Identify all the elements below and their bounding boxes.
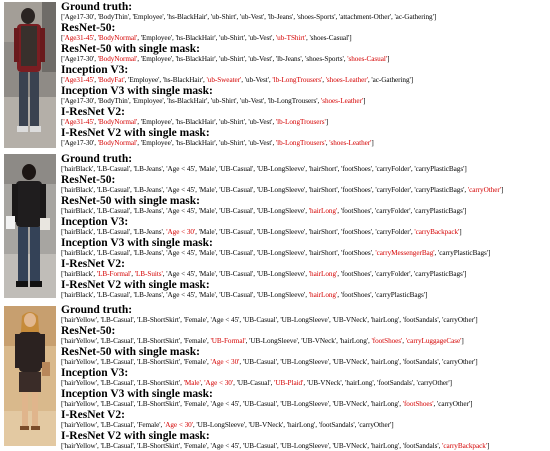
attribute-value: 'hairBlack' xyxy=(63,228,94,236)
attribute-value-incorrect: 'shoes-Leather' xyxy=(320,97,364,105)
attribute-value: 'LB-Casual' xyxy=(100,400,134,408)
entry-i-resnet-v2 xyxy=(61,258,547,279)
entry-resnet50 xyxy=(61,22,547,43)
attribute-value: 'UB-Casual' xyxy=(242,358,277,366)
attribute-value: 'UB-Casual' xyxy=(242,316,277,324)
attribute-value: 'LB-Casual' xyxy=(96,165,131,173)
attribute-value: 'ub-Shirt' xyxy=(219,118,245,126)
attribute-value: 'UB-Casual' xyxy=(219,186,254,194)
attribute-value: 'footShoes' xyxy=(341,228,372,236)
entry-header: Ground truth: xyxy=(61,304,133,316)
result-list-1 xyxy=(61,1,547,148)
person-photo-2 xyxy=(4,154,56,298)
attribute-value: 'Male' xyxy=(198,165,216,173)
attribute-list: ['hairYellow', 'LB-Casual', 'LB-ShortSkirt', 'Female', 'Age < 45', 'UB-Casual', 'UB-LongSleeve', 'UB-VNeck', 'hairLong', 'footSandals', 'carryOther'] xyxy=(61,316,478,324)
attribute-value: 'footShoes' xyxy=(341,186,372,194)
attribute-value: 'Employee' xyxy=(140,139,172,147)
attribute-value: 'Age < 45' xyxy=(210,442,240,450)
attribute-value: 'LB-Casual' xyxy=(100,379,134,387)
example-group-3 xyxy=(0,300,550,450)
attribute-list: ['hairYellow', 'LB-Casual', 'Female', 'Age < 30', 'UB-LongSleeve', 'UB-VNeck', 'hairLong', 'footSandals', 'carryOther'] xyxy=(61,421,394,429)
attribute-value: 'shoes-Sports' xyxy=(296,13,336,21)
attribute-value: 'ub-Vest' xyxy=(248,118,273,126)
entry-header: Inception V3: xyxy=(61,64,129,76)
attribute-value: 'hs-BlackHair' xyxy=(167,97,208,105)
attribute-value: 'LB-ShortSkirt' xyxy=(137,316,181,324)
entry-header: ResNet-50: xyxy=(61,325,116,337)
attribute-value: 'ub-Vest' xyxy=(248,34,273,42)
attribute-value: 'Age17-30' xyxy=(63,139,95,147)
entry-inception-v3 xyxy=(61,367,547,388)
attribute-value: 'Male' xyxy=(198,207,216,215)
attribute-value: 'hairLong' xyxy=(370,358,400,366)
attribute-value: 'UB-Casual' xyxy=(219,228,254,236)
attribute-list: ['hairYellow', 'LB-Casual', 'LB-ShortSkirt', 'Female', 'Age < 45', 'UB-Casual', 'UB-LongSleeve', 'UB-VNeck', 'hairLong', 'footSandals', 'carryBackpack'] xyxy=(61,442,490,450)
result-list-2 xyxy=(61,153,547,300)
attribute-value: 'Female' xyxy=(183,442,207,450)
attribute-value: 'ub-Shirt' xyxy=(210,13,237,21)
attribute-value: 'UB-VNeck' xyxy=(306,379,342,387)
attribute-value: 'LB-Jeans' xyxy=(133,291,163,299)
attribute-value: 'UB-LongSleeve' xyxy=(280,358,329,366)
attribute-list: ['Age17-30', 'BodyNormal', 'Employee', 'hs-BlackHair', 'ub-Shirt', 'ub-Vest', 'lb-LongTrousers', 'shoes-Leather'] xyxy=(61,139,374,147)
entry-header: Ground truth: xyxy=(61,1,133,13)
attribute-value: 'ub-Vest' xyxy=(244,76,269,84)
attribute-value: 'hairLong' xyxy=(370,400,400,408)
attribute-value: 'hairBlack' xyxy=(63,291,94,299)
attribute-value: 'LB-Casual' xyxy=(96,207,131,215)
attribute-value-incorrect: 'Age < 30' xyxy=(166,228,196,236)
attribute-value: 'carryOther' xyxy=(442,316,476,324)
attribute-list: ['hairBlack', 'LB-Formal', 'LB-Suits', 'Age < 45', 'Male', 'UB-Casual', 'UB-LongSleeve', 'hairLong', 'footShoes', 'carryFolder', 'carryPlasticBags'] xyxy=(61,270,467,278)
attribute-value: 'Employee' xyxy=(132,97,164,105)
attribute-list: ['Age31-45', 'BodyFat', 'Employee', 'hs-BlackHair', 'ub-Sweater', 'ub-Vest', 'lb-LongTrousers', 'shoes-Leather', 'ac-Gathering'] xyxy=(61,76,414,84)
attribute-value: 'lb-Jeans' xyxy=(275,55,302,63)
attribute-value: 'shoes-Casual' xyxy=(309,34,350,42)
attribute-value: 'attachment-Other' xyxy=(338,13,391,21)
attribute-value: 'UB-VNeck' xyxy=(301,337,337,345)
entry-header: Inception V3 with single mask: xyxy=(61,388,213,400)
attribute-value: 'lb-Jeans' xyxy=(267,13,294,21)
entry-i-resnet-v2-single-mask xyxy=(61,127,547,148)
attribute-value: 'hs-BlackHair' xyxy=(167,13,208,21)
attribute-value: 'hairLong' xyxy=(339,337,368,345)
entry-inception-v3-single-mask xyxy=(61,237,547,258)
attribute-value: 'ub-Shirt' xyxy=(219,55,245,63)
attribute-value: 'Male' xyxy=(198,228,216,236)
attribute-value: 'Age17-30' xyxy=(63,13,95,21)
attribute-value: 'footSandals' xyxy=(402,358,439,366)
entry-i-resnet-v2 xyxy=(61,106,547,127)
entry-resnet50-single-mask xyxy=(61,346,547,367)
attribute-value: 'footShoes' xyxy=(340,270,372,278)
attribute-value: 'hairYellow' xyxy=(63,358,97,366)
attribute-value: 'LB-Casual' xyxy=(100,358,134,366)
attribute-value-incorrect: 'hairLong' xyxy=(308,207,338,215)
example-group-2 xyxy=(0,150,550,300)
attribute-value-incorrect: 'Age31-45' xyxy=(63,76,95,84)
attribute-list: ['hairBlack', 'LB-Casual', 'LB-Jeans', 'Age < 30', 'Male', 'UB-Casual', 'UB-LongSleeve', 'hairShort', 'footShoes', 'carryFolder', 'carryBackpack'] xyxy=(61,228,462,236)
attribute-value: 'LB-Jeans' xyxy=(133,228,163,236)
attribute-value: 'UB-LongSleeve' xyxy=(280,316,329,324)
attribute-value: 'ub-Shirt' xyxy=(219,34,245,42)
attribute-value: 'footShoes' xyxy=(340,291,372,299)
attribute-list: ['hairBlack', 'LB-Casual', 'LB-Jeans', 'Age < 45', 'Male', 'UB-Casual', 'UB-LongSleeve', 'hairShort', 'footShoes', 'carryFolder', 'carryPlasticBags'] xyxy=(61,165,467,173)
attribute-value: 'UB-Casual' xyxy=(219,291,254,299)
attribute-value: 'Age < 45' xyxy=(166,270,196,278)
attribute-value: 'LB-ShortSkirt' xyxy=(137,442,181,450)
entry-header: ResNet-50: xyxy=(61,174,116,186)
attribute-value: 'LB-Jeans' xyxy=(133,207,163,215)
attribute-value-incorrect: 'footShoes' xyxy=(371,337,403,345)
attribute-value: 'hairYellow' xyxy=(63,400,97,408)
attribute-list: ['hairBlack', 'LB-Casual', 'LB-Jeans', 'Age < 45', 'Male', 'UB-Casual', 'UB-LongSleeve', 'hairShort', 'footShoes', 'carryMessengerBag', 'carryPlasticBags'] xyxy=(61,249,491,257)
attribute-value-incorrect: 'BodyNormal' xyxy=(97,139,138,147)
attribute-value: 'UB-LongSleeve' xyxy=(256,165,306,173)
attribute-list: ['Age31-45', 'BodyNormal', 'Employee', 'hs-BlackHair', 'ub-Shirt', 'ub-Vest', 'lb-LongTrousers'] xyxy=(61,118,329,126)
attribute-value: 'carryOther' xyxy=(416,379,450,387)
attribute-value: 'LB-ShortSkirt' xyxy=(137,400,181,408)
attribute-value: 'Female' xyxy=(183,400,207,408)
attribute-value-incorrect: 'carryOther' xyxy=(467,186,501,194)
entry-ground-truth xyxy=(61,1,547,22)
attribute-value: 'hairLong' xyxy=(286,421,316,429)
attribute-value: 'hairBlack' xyxy=(63,165,94,173)
attribute-value: 'Employee' xyxy=(132,13,164,21)
attribute-value: 'Age < 45' xyxy=(166,249,196,257)
attribute-list: ['hairYellow', 'LB-Casual', 'LB-ShortSkirt', 'Male', 'Age < 30', 'UB-Casual', 'UB-Plaid', 'UB-VNeck', 'hairLong', 'footSandals', 'carryOther'] xyxy=(61,379,452,387)
attribute-value: 'UB-Casual' xyxy=(219,165,254,173)
attribute-value: 'hairBlack' xyxy=(63,270,94,278)
attribute-value: 'LB-Casual' xyxy=(100,337,134,345)
entry-inception-v3 xyxy=(61,216,547,237)
attribute-value-incorrect: 'lb-LongTrousers' xyxy=(272,76,323,84)
attribute-value: 'LB-Casual' xyxy=(96,186,131,194)
entry-inception-v3-single-mask xyxy=(61,388,547,409)
attribute-value: 'carryOther' xyxy=(358,421,392,429)
attribute-value: 'Employee' xyxy=(140,55,172,63)
attribute-value-incorrect: 'shoes-Leather' xyxy=(329,139,372,147)
entry-header: ResNet-50: xyxy=(61,22,116,34)
attribute-value-incorrect: 'carryBackpack' xyxy=(442,442,488,450)
attribute-value: 'ub-Vest' xyxy=(248,55,273,63)
attribute-value: 'BodyThin' xyxy=(97,97,129,105)
entry-header: ResNet-50 with single mask: xyxy=(61,43,200,55)
entry-resnet50-single-mask xyxy=(61,43,547,64)
attribute-value: 'UB-VNeck' xyxy=(332,400,368,408)
attribute-value: 'hairShort' xyxy=(308,165,338,173)
attribute-value: 'footShoes' xyxy=(341,165,372,173)
attribute-value: 'UB-Casual' xyxy=(242,400,277,408)
attribute-value: 'footSandals' xyxy=(402,442,439,450)
attribute-value: 'UB-Casual' xyxy=(219,207,254,215)
attribute-list: ['Age17-30', 'BodyThin', 'Employee', 'hs-BlackHair', 'ub-Shirt', 'ub-Vest', 'lb-LongTrousers', 'shoes-Leather'] xyxy=(61,97,366,105)
entry-resnet50 xyxy=(61,174,547,195)
attribute-value: 'carryOther' xyxy=(442,358,476,366)
attribute-value: 'Age < 45' xyxy=(210,316,240,324)
attribute-value-incorrect: 'BodyNormal' xyxy=(97,118,138,126)
attribute-list: ['Age31-45', 'BodyNormal', 'Employee', 'hs-BlackHair', 'ub-Shirt', 'ub-Vest', 'ub-TShirt', 'shoes-Casual'] xyxy=(61,34,352,42)
attribute-value: 'carryFolder' xyxy=(375,228,411,236)
attribute-value: 'Male' xyxy=(198,186,216,194)
attribute-value: 'footSandals' xyxy=(402,316,439,324)
entry-i-resnet-v2-single-mask xyxy=(61,279,547,300)
attribute-value: 'carryPlasticBags' xyxy=(414,270,464,278)
attribute-value: 'ub-Vest' xyxy=(240,97,265,105)
attribute-value: 'carryFolder' xyxy=(375,270,411,278)
attribute-list: ['hairYellow', 'LB-Casual', 'LB-ShortSkirt', 'Female', 'UB-Formal', 'UB-LongSleeve', 'UB-VNeck', 'hairLong', 'footShoes', 'carryLuggageCase'] xyxy=(61,337,464,345)
attribute-value: 'hairYellow' xyxy=(63,421,97,429)
attribute-value: 'Employee' xyxy=(140,118,172,126)
attribute-value: 'UB-LongSleeve' xyxy=(280,442,329,450)
attribute-value-incorrect: 'shoes-Casual' xyxy=(347,55,388,63)
attribute-value: 'hs-BlackHair' xyxy=(162,76,204,84)
attribute-value-incorrect: 'footShoes' xyxy=(402,400,434,408)
attribute-value-incorrect: 'UB-Plaid' xyxy=(274,379,304,387)
attribute-value: 'carryFolder' xyxy=(375,165,411,173)
attribute-value: 'Age17-30' xyxy=(63,97,95,105)
entry-header: I-ResNet V2: xyxy=(61,258,125,270)
attribute-value: 'Age < 45' xyxy=(166,186,196,194)
attribute-value-incorrect: 'carryMessengerBag' xyxy=(375,249,435,257)
entry-header: Inception V3: xyxy=(61,367,129,379)
attribute-value: 'hairShort' xyxy=(308,186,338,194)
attribute-value: 'ub-Shirt' xyxy=(210,97,237,105)
attribute-value: 'carryFolder' xyxy=(375,207,411,215)
attribute-value-incorrect: 'carryBackpack' xyxy=(414,228,460,236)
attribute-list: ['Age17-30', 'BodyNormal', 'Employee', 'hs-BlackHair', 'ub-Shirt', 'ub-Vest', 'lb-Jeans', 'shoes-Sports', 'shoes-Casual'] xyxy=(61,55,390,63)
entry-header: ResNet-50 with single mask: xyxy=(61,195,200,207)
attribute-value: 'UB-Casual' xyxy=(236,379,271,387)
attribute-list: ['hairBlack', 'LB-Casual', 'LB-Jeans', 'Age < 45', 'Male', 'UB-Casual', 'UB-LongSleeve', 'hairLong', 'footShoes', 'carryFolder', 'carryPlasticBags'] xyxy=(61,207,467,215)
attribute-value-incorrect: 'shoes-Leather' xyxy=(325,76,368,84)
attribute-value: 'ac-Gathering' xyxy=(394,13,434,21)
entry-inception-v3 xyxy=(61,64,547,85)
attribute-value: 'hairBlack' xyxy=(63,186,94,194)
attribute-value: 'hairLong' xyxy=(370,442,400,450)
attribute-value-incorrect: 'UB-Formal' xyxy=(210,337,246,345)
attribute-value: 'hairBlack' xyxy=(63,207,94,215)
attribute-value: 'Age17-30' xyxy=(63,55,95,63)
attribute-value: 'carryPlasticBags' xyxy=(375,291,426,299)
attribute-value-incorrect: 'LB-Formal' xyxy=(96,270,132,278)
attribute-value: 'UB-VNeck' xyxy=(332,442,368,450)
attribute-value: 'ac-Gathering' xyxy=(371,76,411,84)
attribute-value: 'footSandals' xyxy=(318,421,355,429)
attribute-value: 'hairLong' xyxy=(345,379,374,387)
result-list-3 xyxy=(61,304,547,451)
attribute-value-incorrect: 'BodyNormal' xyxy=(97,34,138,42)
attribute-value: 'hairYellow' xyxy=(63,379,97,387)
attribute-value: 'LB-Jeans' xyxy=(133,186,163,194)
attribute-value: 'carryOther' xyxy=(437,400,471,408)
attribute-value: 'LB-Jeans' xyxy=(133,165,163,173)
attribute-value: 'Age < 45' xyxy=(210,400,240,408)
attribute-value: 'UB-Casual' xyxy=(219,249,254,257)
attribute-list: ['Age17-30', 'BodyThin', 'Employee', 'hs-BlackHair', 'ub-Shirt', 'ub-Vest', 'lb-Jeans', 'shoes-Sports', 'attachment-Other', 'ac-Gathering'] xyxy=(61,13,437,21)
attribute-value: 'footShoes' xyxy=(340,207,372,215)
attribute-value: 'hairYellow' xyxy=(63,316,97,324)
attribute-value: 'LB-Casual' xyxy=(100,421,134,429)
attribute-value: 'UB-VNeck' xyxy=(248,421,284,429)
attribute-value-incorrect: 'carryLuggageCase' xyxy=(405,337,462,345)
attribute-value: 'LB-Jeans' xyxy=(133,249,163,257)
attribute-value: 'UB-LongSleeve' xyxy=(256,228,306,236)
attribute-value: 'UB-VNeck' xyxy=(332,358,368,366)
attribute-value: 'Female' xyxy=(183,316,207,324)
attribute-value: 'carryPlasticBags' xyxy=(438,249,488,257)
attribute-list: ['hairBlack', 'LB-Casual', 'LB-Jeans', 'Age < 45', 'Male', 'UB-Casual', 'UB-LongSleeve', 'hairLong', 'footShoes', 'carryPlasticBags'] xyxy=(61,291,428,299)
attribute-value: 'footShoes' xyxy=(341,249,372,257)
entry-ground-truth xyxy=(61,304,547,325)
attribute-value: 'UB-LongSleeve' xyxy=(256,249,306,257)
attribute-value: 'LB-Casual' xyxy=(100,442,134,450)
entry-header: I-ResNet V2 with single mask: xyxy=(61,279,210,291)
attribute-value: 'LB-ShortSkirt' xyxy=(137,358,181,366)
attribute-value: 'UB-LongSleeve' xyxy=(256,186,306,194)
attribute-value: 'Male' xyxy=(198,249,216,257)
attribute-value: 'UB-LongSleeve' xyxy=(256,291,306,299)
attribute-value: 'footSandals' xyxy=(377,379,413,387)
attribute-value: 'hs-BlackHair' xyxy=(175,34,216,42)
attribute-value: 'LB-Casual' xyxy=(100,316,134,324)
attribute-value: 'LB-Casual' xyxy=(96,228,131,236)
attribute-value: 'hs-BlackHair' xyxy=(175,118,216,126)
attribute-value: 'Female' xyxy=(183,337,207,345)
attribute-value: 'LB-ShortSkirt' xyxy=(137,337,181,345)
entry-header: I-ResNet V2 with single mask: xyxy=(61,430,210,442)
attribute-value: 'UB-Casual' xyxy=(219,270,254,278)
attribute-value: 'Employee' xyxy=(128,76,160,84)
attribute-value: 'UB-LongSleeve' xyxy=(249,337,298,345)
attribute-value: 'hairShort' xyxy=(308,228,338,236)
attribute-value-incorrect: 'ub-TShirt' xyxy=(275,34,306,42)
attribute-value: 'Age < 45' xyxy=(166,291,196,299)
attribute-value-incorrect: 'BodyFat' xyxy=(97,76,125,84)
example-group-1 xyxy=(0,0,550,150)
entry-header: Inception V3 with single mask: xyxy=(61,85,213,97)
attribute-value: 'LB-ShortSkirt' xyxy=(137,379,181,387)
attribute-value-incorrect: 'Age31-45' xyxy=(63,34,95,42)
entry-i-resnet-v2-single-mask xyxy=(61,430,547,451)
attribute-list: ['hairYellow', 'LB-Casual', 'LB-ShortSkirt', 'Female', 'Age < 30', 'UB-Casual', 'UB-LongSleeve', 'UB-VNeck', 'hairLong', 'footSandals', 'carryOther'] xyxy=(61,358,478,366)
attribute-value-incorrect: 'hairLong' xyxy=(308,291,338,299)
entry-header: Inception V3 with single mask: xyxy=(61,237,213,249)
attribute-value: 'hairYellow' xyxy=(63,337,97,345)
entry-header: Inception V3: xyxy=(61,216,129,228)
attribute-value: 'hs-BlackHair' xyxy=(175,139,216,147)
attribute-value: 'lb-LongTrousers' xyxy=(267,97,318,105)
attribute-list: ['hairBlack', 'LB-Casual', 'LB-Jeans', 'Age < 45', 'Male', 'UB-Casual', 'UB-LongSleeve', 'hairShort', 'footShoes', 'carryFolder', 'carryPlasticBags', 'carryOther'] xyxy=(61,186,504,194)
person-photo-3 xyxy=(4,306,56,446)
attribute-value-incorrect: 'Age31-45' xyxy=(63,118,95,126)
attribute-value: 'hs-BlackHair' xyxy=(175,55,216,63)
entry-resnet50-single-mask xyxy=(61,195,547,216)
attribute-value: 'Female' xyxy=(183,358,207,366)
attribute-value: 'Age < 45' xyxy=(166,165,196,173)
person-photo-1 xyxy=(4,2,56,148)
attribute-value: 'UB-LongSleeve' xyxy=(256,207,306,215)
attribute-value-incorrect: 'LB-Suits' xyxy=(134,270,163,278)
attribute-value: 'hairLong' xyxy=(370,316,400,324)
attribute-value: 'Female' xyxy=(137,421,161,429)
attribute-value: 'ub-Vest' xyxy=(240,13,265,21)
attribute-value-incorrect: 'Age < 30' xyxy=(204,379,234,387)
attribute-value: 'LB-Casual' xyxy=(96,291,131,299)
attribute-value-incorrect: 'Age < 30' xyxy=(210,358,240,366)
entry-header: I-ResNet V2: xyxy=(61,409,125,421)
entry-header: I-ResNet V2 with single mask: xyxy=(61,127,210,139)
attribute-value: 'hairYellow' xyxy=(63,442,97,450)
attribute-value: 'UB-LongSleeve' xyxy=(280,400,329,408)
attribute-value-incorrect: 'lb-LongTrousers' xyxy=(275,139,326,147)
attribute-value: 'ub-Vest' xyxy=(248,139,273,147)
attribute-value: 'carryFolder' xyxy=(375,186,411,194)
attribute-value: 'carryPlasticBags' xyxy=(414,186,465,194)
attribute-value: 'UB-LongSleeve' xyxy=(196,421,245,429)
attribute-value: 'carryPlasticBags' xyxy=(414,165,465,173)
attribute-value: 'Employee' xyxy=(140,34,172,42)
attribute-value: 'UB-LongSleeve' xyxy=(256,270,306,278)
attribute-value: 'shoes-Sports' xyxy=(305,55,344,63)
attribute-value: 'LB-Casual' xyxy=(96,249,131,257)
entry-header: Ground truth: xyxy=(61,153,133,165)
attribute-value: 'ub-Shirt' xyxy=(219,139,245,147)
attribute-value: 'Male' xyxy=(198,270,216,278)
attribute-value: 'UB-VNeck' xyxy=(332,316,368,324)
entry-i-resnet-v2 xyxy=(61,409,547,430)
entry-header: I-ResNet V2: xyxy=(61,106,125,118)
entry-resnet50 xyxy=(61,325,547,346)
attribute-value: 'BodyThin' xyxy=(97,13,129,21)
attribute-value-incorrect: 'hairLong' xyxy=(308,270,338,278)
attribute-value: 'hairShort' xyxy=(308,249,338,257)
entry-inception-v3-single-mask xyxy=(61,85,547,106)
attribute-list: ['hairYellow', 'LB-Casual', 'LB-ShortSkirt', 'Female', 'Age < 45', 'UB-Casual', 'UB-LongSleeve', 'UB-VNeck', 'hairLong', 'footShoes', 'carryOther'] xyxy=(61,400,473,408)
attribute-value-incorrect: 'ub-Sweater' xyxy=(206,76,242,84)
attribute-value-incorrect: 'Male' xyxy=(183,379,201,387)
entry-ground-truth xyxy=(61,153,547,174)
attribute-value: 'UB-Casual' xyxy=(242,442,277,450)
attribute-value: 'Male' xyxy=(198,291,216,299)
attribute-value: 'carryPlasticBags' xyxy=(413,207,464,215)
attribute-value: 'Age < 45' xyxy=(166,207,196,215)
attribute-value-incorrect: 'Age < 30' xyxy=(164,421,193,429)
attribute-value-incorrect: 'BodyNormal' xyxy=(97,55,138,63)
attribute-value-incorrect: 'lb-LongTrousers' xyxy=(275,118,326,126)
entry-header: ResNet-50 with single mask: xyxy=(61,346,200,358)
attribute-value: 'hairBlack' xyxy=(63,249,94,257)
